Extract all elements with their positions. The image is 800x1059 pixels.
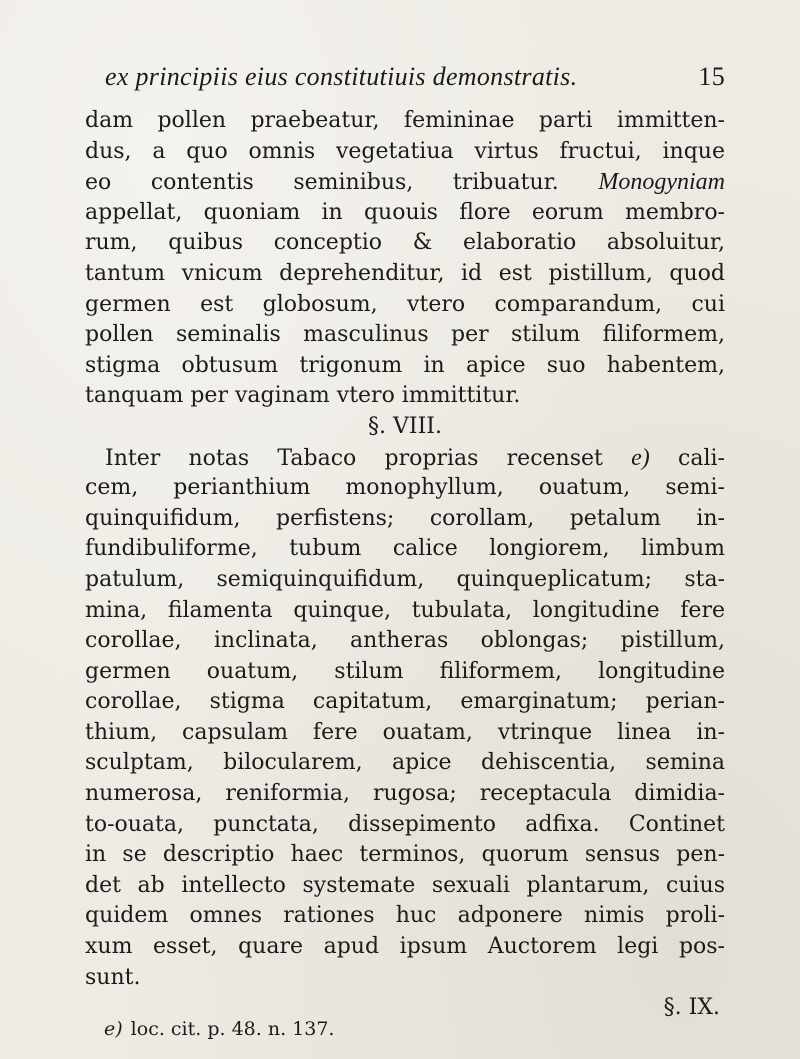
text-line: in se descriptio haec terminos, quorum sensus pen- [85, 842, 725, 868]
section-heading: §. VIII. [368, 413, 442, 439]
text-line: numerosa, reniformia, rugosa; receptacula dimidia- [85, 781, 725, 807]
text-line-part: Inter notas Tabaco proprias recenset [105, 445, 603, 471]
text-line: germen ouatum, stilum filiformem, longitudine [85, 658, 725, 684]
text-line-part: cali- [678, 445, 725, 471]
text-line: thium, capsulam fere ouatam, vtrinque linea in- [85, 719, 725, 745]
text-line: patulum, semiquinquifidum, quinqueplicatum; sta- [85, 566, 725, 592]
text-line: tantum vnicum deprehenditur, id est pistillum, quod [85, 260, 725, 286]
footnote-text: loc. cit. p. 48. n. 137. [130, 1018, 335, 1040]
text-line [85, 443, 725, 474]
text-line: corollae, inclinata, antheras oblongas; pistillum, [85, 628, 725, 654]
text-line: to-ouata, punctata, dissepimento adfixa. Continet [85, 811, 725, 837]
section-heading: §. IX. [663, 995, 720, 1021]
running-title: ex principiis eius constitutiuis demonstratis. [105, 62, 578, 91]
footnote-reference: e) [631, 444, 650, 471]
italic-term: Monogyniam [598, 169, 725, 196]
text-line: germen est globosum, vtero comparandum, cui [85, 291, 725, 317]
text-line: xum esset, quare apud ipsum Auctorem legi pos- [85, 934, 725, 960]
text-line: appellat, quoniam in quouis flore eorum membro- [85, 199, 725, 225]
text-line: tanquam per vaginam vtero immittitur. [85, 383, 521, 409]
footnote [104, 1018, 334, 1040]
text-line: stigma obtusum trigonum in apice suo habentem, [85, 352, 725, 378]
text-line: det ab intellecto systemate sexuali plantarum, cuius [85, 872, 725, 898]
text-line: pollen seminalis masculinus per stilum filiformem, [85, 322, 725, 348]
text-line: cem, perianthium monophyllum, ouatum, semi- [85, 475, 725, 501]
text-line: quidem omnes rationes huc adponere nimis proli- [85, 903, 725, 929]
text-line: rum, quibus conceptio & elaboratio absoluitur, [85, 230, 725, 256]
text-line: dus, a quo omnis vegetatiua virtus fructui, inque [85, 138, 725, 164]
text-line: dam pollen praebeatur, femininae parti immitten- [85, 108, 725, 133]
running-head [105, 62, 725, 98]
page-number: 15 [698, 62, 725, 91]
text-line [85, 167, 725, 198]
text-line: quinquifidum, perfistens; corollam, petalum in- [85, 505, 725, 531]
body-text [85, 106, 725, 1024]
text-line: sunt. [85, 964, 141, 990]
text-line: mina, filamenta quinque, tubulata, longitudine fere [85, 597, 725, 623]
text-line-part: eo contentis seminibus, tribuatur. [85, 170, 559, 196]
text-line: fundibuliforme, tubum calice longiorem, limbum [85, 536, 725, 562]
text-line: corollae, stigma capitatum, emarginatum; perian- [85, 689, 725, 715]
footnote-mark: e) [104, 1018, 123, 1040]
text-line: sculptam, bilocularem, apice dehiscentia, semina [85, 750, 725, 776]
